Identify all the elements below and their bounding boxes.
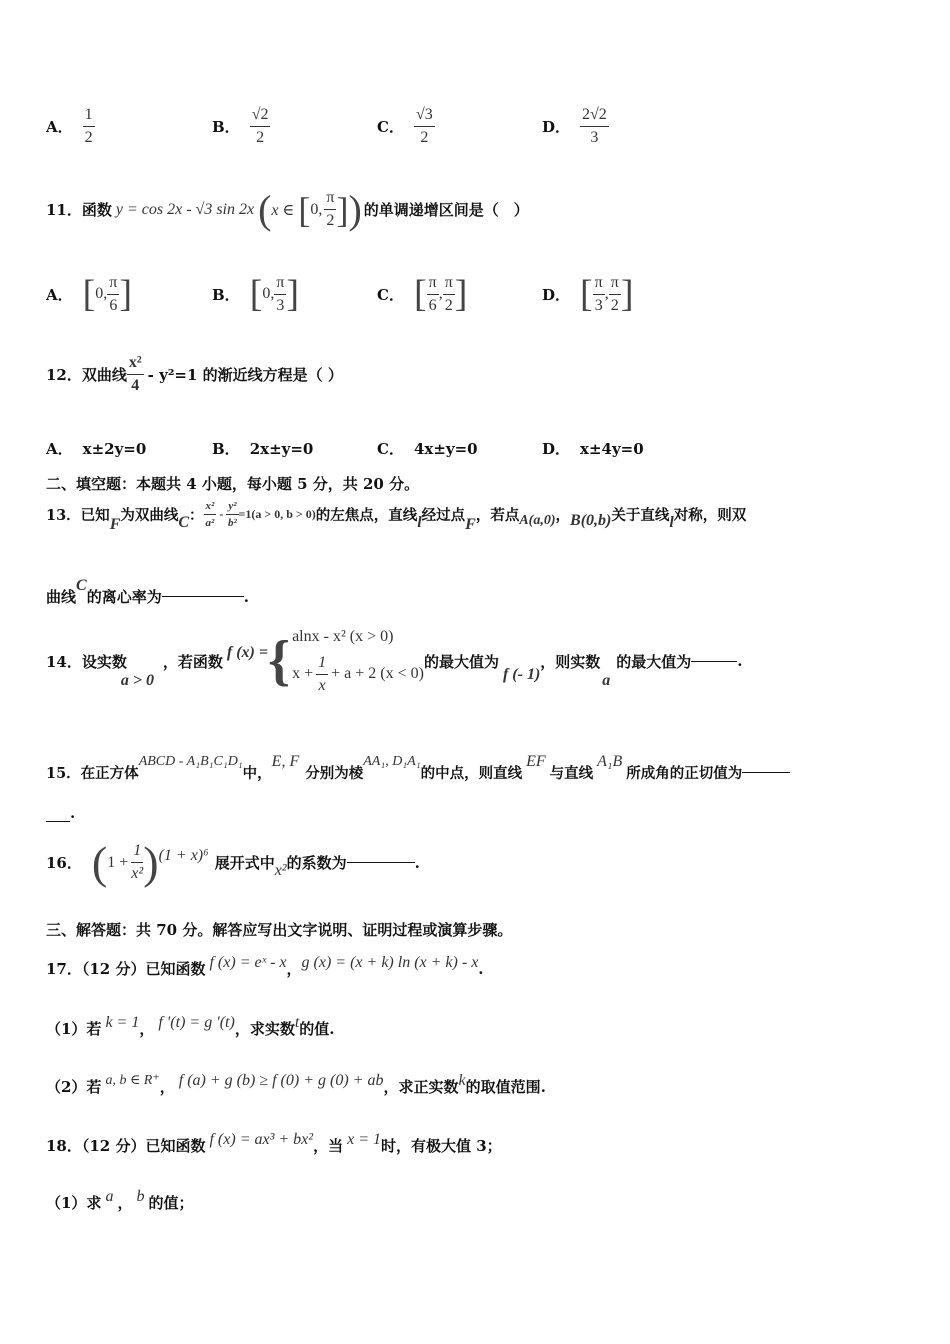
interval-hi: $\frac{\pi}{6}$	[109, 273, 118, 314]
answer-blank[interactable]	[691, 661, 737, 662]
paren-open: (	[91, 837, 108, 888]
bracket-open: [	[82, 273, 96, 315]
text: 的中点，则直线	[420, 765, 523, 782]
bracket-close: ]	[336, 189, 349, 230]
text: ：	[189, 507, 204, 525]
text: 的取值范围.	[465, 1078, 546, 1096]
option-label: B．	[212, 440, 240, 458]
option-text: 4x±y=0	[413, 439, 478, 458]
paren-open: (	[258, 187, 272, 232]
text: 展开式中	[214, 854, 275, 872]
math-EF: EF	[526, 752, 546, 770]
math-x2: x²	[274, 861, 287, 879]
q11-option-a[interactable]	[46, 272, 132, 316]
interval-hi: $\frac{\pi}{3}$	[276, 273, 285, 314]
bracket-open: [	[249, 273, 263, 315]
option-fraction: $\frac{1}{2}$	[84, 106, 93, 146]
interval-lo: 0,	[95, 285, 108, 302]
math-EF: E, F	[271, 752, 300, 770]
text: .	[478, 959, 484, 978]
frac-1-x: $\frac{1}{x}$	[318, 654, 327, 694]
q11-option-c[interactable]	[377, 272, 467, 316]
math-C: C	[178, 513, 190, 531]
option-label: A．	[46, 117, 73, 136]
q14-stem	[46, 628, 910, 694]
math-condition: a > 0	[120, 672, 154, 690]
bracket-close: ]	[620, 273, 634, 315]
interval-lo: 0,	[262, 285, 275, 302]
text: ，若点	[475, 507, 520, 525]
math-k: k	[458, 1071, 466, 1089]
math-text: x +	[292, 665, 314, 683]
q12-option-b[interactable]	[212, 438, 313, 459]
text: 的离心率为	[86, 588, 162, 606]
math-point-B: B(0,b)	[570, 511, 612, 529]
math-equation: f ′(t) = g ′(t)	[158, 1013, 235, 1031]
text: ，当	[313, 1137, 344, 1155]
piecewise-row: alnx - x² (x > 0)	[292, 628, 394, 645]
frac-1-x2: $\frac{1}{\text{x²}}$	[131, 842, 144, 882]
math-a: a	[602, 672, 611, 690]
text: 曲线	[46, 588, 77, 606]
text: 时，有极大值 3；	[381, 1137, 502, 1155]
option-label: C．	[377, 285, 404, 304]
text: ，	[139, 1020, 155, 1038]
text: 对称，则双	[673, 507, 747, 525]
option-fraction: $\frac{√3}{2}$	[415, 106, 433, 146]
q11-suffix: 的单调递增区间是（ ）	[363, 201, 529, 219]
q12-option-c[interactable]	[377, 438, 478, 459]
math-inequality: f (a) + g (b) ≥ f (0) + g (0) + ab	[178, 1071, 384, 1089]
option-label: A．	[46, 285, 73, 304]
math-f: f (x) = eˣ - x	[209, 953, 287, 971]
text: .	[737, 652, 743, 671]
math-edges: AA₁, D₁A₁	[363, 753, 421, 769]
option-fraction: $\frac{2√2}{3}$	[582, 106, 607, 146]
text: （1）若	[46, 1020, 102, 1038]
text: .	[414, 853, 420, 872]
text: 15．在正方体	[46, 765, 139, 782]
answer-blank[interactable]	[742, 772, 790, 773]
text: ，则实数	[540, 652, 601, 671]
q12-number: 12．双曲线	[46, 365, 127, 384]
option-text: 2x±y=0	[249, 439, 314, 458]
math-f: f (x) =	[226, 644, 268, 662]
math-x: x = 1	[347, 1130, 381, 1148]
q11-domain-hi: $\frac{\pi}{2}$	[326, 189, 335, 229]
q12-stem	[46, 354, 910, 394]
q10-option-d[interactable]	[542, 106, 609, 146]
math-l: l	[669, 513, 674, 531]
brace: {	[268, 630, 291, 693]
text: ，求正实数	[383, 1078, 459, 1096]
q17-part1	[46, 1006, 910, 1039]
math-b: b	[136, 1187, 145, 1205]
paren-close: )	[143, 837, 159, 888]
text: 所成角的正切值为	[626, 765, 743, 782]
interval-comma: ,	[438, 285, 443, 302]
q10-option-c[interactable]	[377, 106, 435, 146]
text: 的值；	[148, 1194, 194, 1212]
math-C: C	[76, 576, 87, 594]
q16-stem	[46, 836, 910, 889]
answer-blank[interactable]	[347, 862, 415, 863]
text: ，	[117, 1194, 133, 1212]
text: 13．已知	[46, 507, 110, 525]
math-k: k = 1	[105, 1013, 140, 1031]
q11-option-b[interactable]	[212, 272, 299, 316]
interval-comma: ,	[604, 285, 609, 302]
text: ，	[286, 960, 302, 978]
q13-line2	[46, 572, 910, 607]
q15-line2	[46, 804, 910, 822]
option-label: B．	[212, 285, 240, 304]
text: 16．	[46, 854, 82, 872]
text: （2）若	[46, 1078, 102, 1096]
answer-blank[interactable]	[46, 804, 70, 822]
interval-hi: $\frac{\pi}{2}$	[444, 273, 453, 314]
math-l: l	[417, 513, 422, 531]
q10-option-a[interactable]	[46, 106, 95, 146]
bracket-close: ]	[286, 273, 300, 315]
q11-number: 11．函数	[46, 201, 112, 219]
q18-stem	[46, 1123, 910, 1156]
paren-close: )	[348, 187, 362, 232]
text: 与直线	[549, 765, 594, 782]
math-a: a	[105, 1187, 114, 1205]
text: 的最大值为	[616, 652, 692, 671]
interval-lo: $\frac{\pi}{6}$	[428, 273, 437, 314]
math-condition: a, b ∈ R⁺	[105, 1073, 160, 1088]
option-label: D．	[542, 285, 571, 304]
option-label: D．	[542, 440, 571, 458]
interval-hi: $\frac{\pi}{2}$	[610, 273, 619, 314]
option-label: C．	[377, 117, 404, 136]
answer-blank[interactable]	[162, 596, 244, 597]
q12-option-d[interactable]	[542, 438, 644, 459]
math-minus: -	[219, 507, 224, 522]
bracket-close: ]	[119, 273, 133, 315]
q11-domain-lo: 0,	[310, 200, 323, 218]
text: 的值.	[299, 1020, 335, 1038]
q17-stem	[46, 946, 910, 979]
option-text: x±2y=0	[82, 439, 147, 458]
q10-option-b[interactable]	[212, 106, 270, 146]
text: .	[70, 804, 76, 822]
q11-function: y = cos 2x - √3 sin 2x	[115, 200, 255, 218]
text: 分别为棱	[305, 765, 364, 782]
text: .	[243, 587, 249, 606]
piecewise-function	[268, 628, 424, 694]
text: 为双曲线	[120, 507, 179, 525]
q17-part2	[46, 1064, 910, 1097]
text: 18．（12 分）已知函数	[46, 1137, 206, 1155]
frac-x2-a2: $\frac{\text{x²}}{\text{a²}}$	[205, 500, 215, 530]
text: 经过点	[421, 507, 466, 525]
text: 关于直线	[611, 507, 670, 525]
q12-option-a[interactable]	[46, 438, 146, 459]
q11-stem	[46, 186, 910, 233]
math-g: g (x) = (x + k) ln (x + k) - x	[301, 953, 479, 971]
option-label: C．	[377, 440, 404, 458]
q15-stem	[46, 740, 910, 783]
section-heading-solve: 三、解答题：共 70 分。解答应写出文字说明、证明过程或演算步骤。	[46, 921, 513, 939]
math-A1B: A₁B	[597, 752, 623, 770]
text: ，求实数	[234, 1020, 295, 1038]
text: ，	[159, 1078, 175, 1096]
bracket-open: [	[413, 273, 427, 315]
piecewise-row	[292, 654, 424, 694]
q12-fraction: $\frac{\text{x²}}{4}$	[128, 354, 142, 394]
piecewise-rows	[292, 628, 424, 694]
math-cube: ABCD - A₁B₁C₁D₁	[138, 753, 243, 769]
bracket-open: [	[298, 189, 311, 230]
q11-option-d[interactable]	[542, 272, 633, 316]
option-label: D．	[542, 117, 571, 136]
q11-domain-prefix: x ∈	[271, 201, 295, 219]
math-text: 1 +	[107, 853, 129, 871]
math-t: t	[294, 1013, 300, 1031]
text: 的最大值为	[423, 652, 499, 671]
section-heading-fill-in: 二、填空题：本题共 4 小题，每小题 5 分，共 20 分。	[46, 475, 420, 493]
math-F: F	[109, 515, 121, 533]
option-label: A．	[46, 440, 73, 458]
text: 的系数为	[286, 854, 347, 872]
math-factor: (1 + x)⁶	[158, 846, 209, 864]
frac-y2-b2: $\frac{\text{y²}}{\text{b²}}$	[228, 500, 237, 530]
text: ，	[555, 507, 571, 525]
math-f-neg1: f (- 1)	[502, 666, 541, 684]
option-text: x±4y=0	[580, 439, 644, 458]
math-f: f (x) = ax³ + bx²	[209, 1130, 314, 1148]
math-F: F	[465, 515, 476, 533]
text: （1）求	[46, 1194, 102, 1212]
bracket-close: ]	[454, 273, 468, 315]
text: 中，	[242, 765, 272, 782]
text: 的左焦点，直线	[315, 507, 418, 525]
option-label: B．	[212, 117, 240, 136]
text: 17．（12 分）已知函数	[46, 960, 206, 978]
q13-line1	[46, 500, 910, 533]
text: ，若函数	[162, 652, 223, 671]
q18-part1	[46, 1180, 910, 1213]
math-condition: =1(a > 0, b > 0)	[238, 507, 316, 522]
math-point-A: A(a,0)	[519, 512, 556, 528]
q12-rest: - y²=1 的渐近线方程是（ ）	[147, 365, 343, 384]
interval-lo: $\frac{\pi}{3}$	[594, 273, 603, 314]
text: 14．设实数	[46, 652, 127, 671]
math-text: + a + 2 (x < 0)	[331, 665, 424, 683]
bracket-open: [	[580, 273, 593, 315]
option-fraction: $\frac{√2}{2}$	[251, 106, 269, 146]
